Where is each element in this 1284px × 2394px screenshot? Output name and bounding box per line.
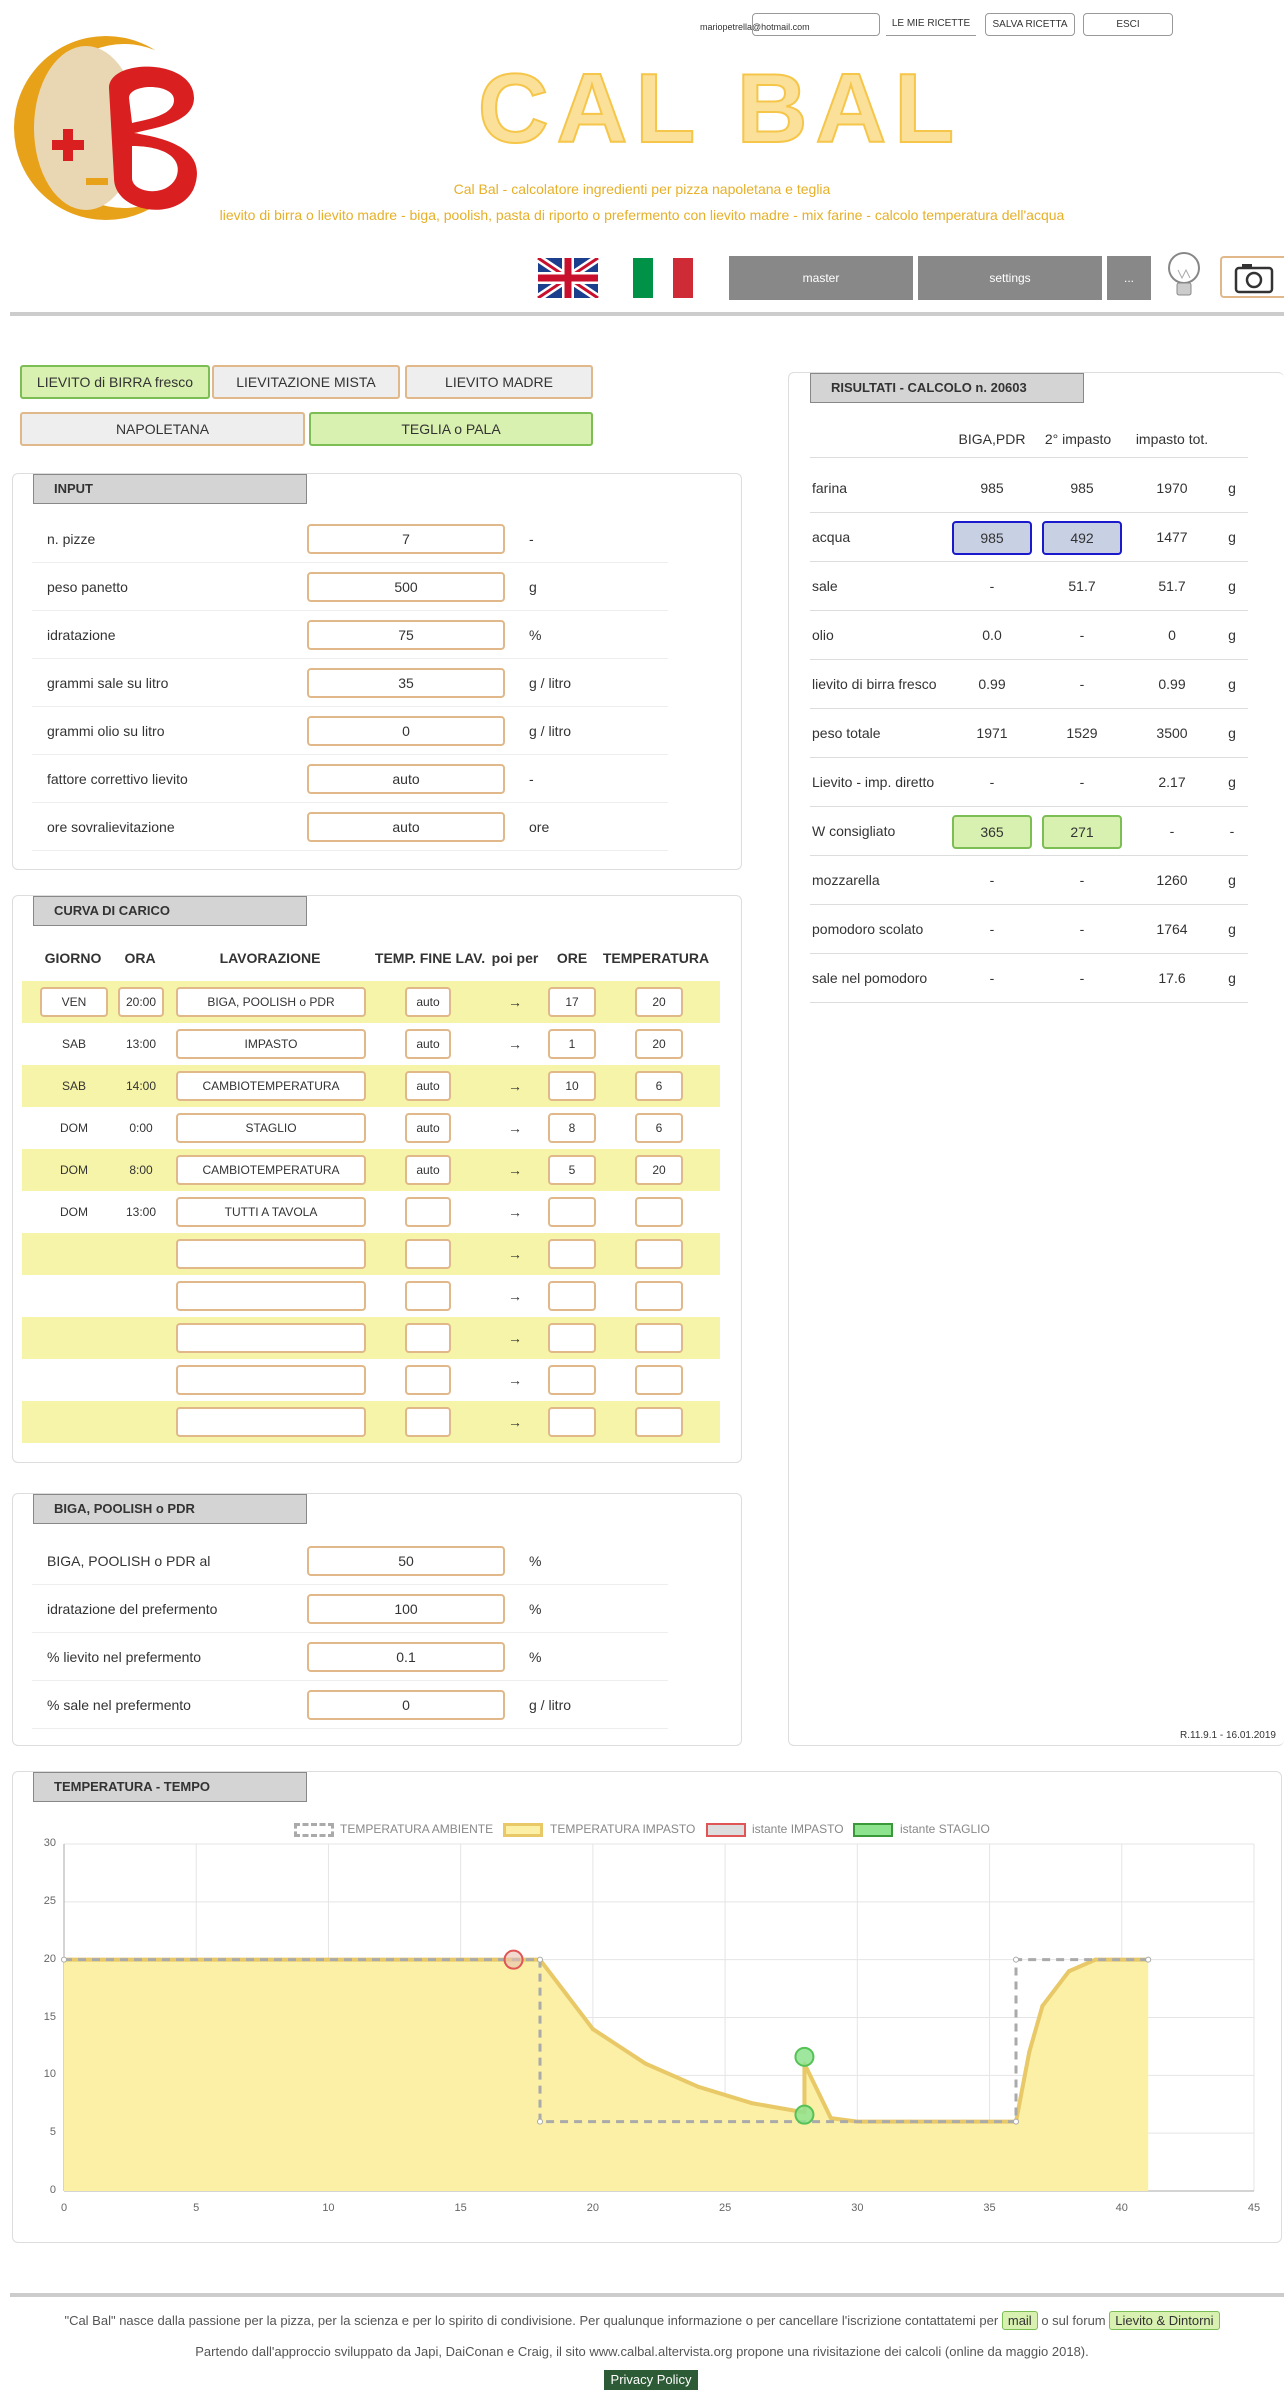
ambiente-point (1146, 1957, 1151, 1962)
arrow-text: → (508, 1162, 522, 1178)
ore-field[interactable]: 1 (548, 1029, 596, 1059)
temperatura-field[interactable]: 20 (635, 1155, 683, 1185)
y-tick-label: 0 (49, 2184, 56, 2196)
save-recipe-button[interactable]: SALVA RICETTA (985, 13, 1075, 36)
result-row (810, 758, 1248, 807)
english-flag-icon[interactable] (537, 258, 599, 298)
result-total: 17.6 (1158, 970, 1186, 986)
legend-ambiente-swatch (294, 1823, 334, 1837)
ambiente-point (62, 1957, 67, 1962)
biga-unit: % (529, 1553, 542, 1569)
app-title: CAL BAL (477, 53, 963, 163)
input-label: peso panetto (47, 579, 128, 595)
impasto-point (1093, 1958, 1097, 1962)
calbal-logo (14, 28, 214, 228)
result-total: 0.99 (1158, 676, 1186, 692)
footer-line2: Partendo dall'approccio sviluppato da Japi, DaiConan e Craig, il sito www.calbal.altervista.org propone una rivisitazione dei calcoli (online da maggio 2018). (195, 2344, 1089, 2359)
result-label: peso totale (812, 725, 881, 741)
result-row (810, 709, 1248, 758)
impasto-point (1027, 2050, 1031, 2054)
lavorazione-field[interactable] (176, 1407, 366, 1437)
my-recipes-button[interactable]: LE MIE RICETTE (886, 13, 976, 36)
input-panel-title: INPUT (33, 474, 307, 504)
result-a: - (989, 872, 995, 888)
istante-impasto-point (505, 1951, 523, 1969)
ambiente-point (538, 2119, 543, 2124)
temp-fine-field[interactable]: auto (405, 987, 451, 1017)
subtitle-secondary: lievito di birra o lievito madre - biga, poolish, pasta di riporto o prefermento con lievito madre - mix farine - calcolo temperatura dell'acqua (219, 207, 1065, 223)
ore-field[interactable]: 8 (548, 1113, 596, 1143)
result-row (810, 856, 1248, 905)
biga-field[interactable]: 50 (307, 1546, 505, 1576)
y-tick-label: 20 (43, 1952, 56, 1965)
temp-fine-field[interactable] (405, 1365, 451, 1395)
footer-line1 (0, 2311, 1284, 2330)
result-b: - (1079, 921, 1085, 937)
footer-separator (10, 2293, 1284, 2297)
ora-text: 0:00 (129, 1121, 153, 1135)
lavorazione-field[interactable]: STAGLIO (176, 1113, 366, 1143)
ore-field[interactable]: 10 (548, 1071, 596, 1101)
result-unit: g (1228, 529, 1236, 545)
legend-istante-staglio-swatch (853, 1823, 893, 1837)
result-label: acqua (812, 529, 851, 545)
tab-lievitazione-mista[interactable]: LIEVITAZIONE MISTA (212, 365, 400, 399)
result-label: lievito di birra fresco (812, 676, 937, 692)
result-a: - (989, 970, 995, 986)
result-label: farina (812, 480, 848, 496)
result-row (810, 513, 1248, 562)
giorno-text: DOM (60, 1121, 88, 1135)
input-label: grammi sale su litro (47, 675, 169, 691)
temp-fine-field[interactable]: auto (405, 1029, 451, 1059)
legend-impasto-label: TEMPERATURA IMPASTO (550, 1822, 696, 1836)
result-label: Lievito - imp. diretto (812, 774, 935, 790)
header-impasto-tot: impasto tot. (1135, 431, 1209, 447)
x-tick-label: 5 (193, 2202, 200, 2214)
nav-master-button[interactable]: master (729, 256, 913, 300)
x-tick-label: 40 (1115, 2202, 1128, 2214)
x-tick-label: 25 (718, 2202, 732, 2214)
result-a: 0.99 (978, 676, 1006, 692)
result-a: - (989, 578, 995, 594)
input-row (32, 707, 668, 755)
curva-row (22, 1275, 720, 1317)
result-row (810, 562, 1248, 611)
header-poi-per: poi per (491, 950, 539, 966)
curva-row (22, 1191, 720, 1233)
temperatura-field[interactable]: 20 (635, 1029, 683, 1059)
input-row (32, 515, 668, 563)
giorno-field[interactable]: VEN (40, 987, 108, 1017)
mail-link[interactable]: mail (1002, 2311, 1038, 2330)
result-total: 0 (1168, 627, 1176, 643)
result-unit: g (1228, 774, 1236, 790)
ora-field[interactable]: 20:00 (118, 987, 164, 1017)
impasto-point (961, 2120, 965, 2124)
header-biga-pdr: BIGA,PDR (958, 431, 1026, 447)
arrow-text: → (508, 1204, 522, 1220)
biga-label: % lievito nel prefermento (47, 1649, 202, 1665)
temp-fine-field[interactable] (405, 1197, 451, 1227)
temp-fine-field[interactable] (405, 1281, 451, 1311)
input-label: ore sovralievitazione (47, 819, 175, 835)
biga-panel-title: BIGA, POOLISH o PDR (33, 1494, 307, 1524)
result-b: - (1079, 970, 1085, 986)
giorno-text: SAB (61, 1079, 86, 1093)
temp-fine-field[interactable] (405, 1407, 451, 1437)
input-unit: g / litro (529, 675, 572, 691)
legend-istante-impasto-swatch (706, 1823, 746, 1837)
legend-istante-staglio-label: istante STAGLIO (900, 1822, 990, 1836)
input-row (32, 659, 668, 707)
ora-text: 8:00 (129, 1163, 153, 1177)
arrow-text: → (508, 1120, 522, 1136)
temp-fine-field[interactable]: auto (405, 1071, 451, 1101)
temperatura-field[interactable]: 6 (635, 1113, 683, 1143)
result-unit: - (1229, 823, 1235, 839)
impasto-point (1067, 1969, 1071, 1973)
biga-field[interactable]: 0 (307, 1690, 505, 1720)
nav-more-button[interactable]: ... (1107, 256, 1151, 300)
input-unit: % (529, 627, 542, 643)
result-b: - (1079, 774, 1085, 790)
ore-field[interactable] (548, 1323, 596, 1353)
footer-text-b: o sul forum (1041, 2313, 1106, 2328)
result-b: - (1079, 872, 1085, 888)
risultati-panel-title: RISULTATI - CALCOLO n. 20603 (810, 373, 1084, 403)
input-field[interactable]: 35 (307, 668, 505, 698)
curva-row (22, 1233, 720, 1275)
ore-field[interactable] (548, 1197, 596, 1227)
temp-fine-field[interactable]: auto (405, 1155, 451, 1185)
result-total: 51.7 (1158, 578, 1186, 594)
result-unit: g (1228, 676, 1236, 692)
header-secondo-impasto: 2° impasto (1044, 431, 1112, 447)
result-a: 1971 (976, 725, 1008, 741)
lavorazione-field[interactable] (176, 1323, 366, 1353)
curva-row (22, 981, 720, 1023)
result-b: - (1079, 627, 1085, 643)
lavorazione-field[interactable] (176, 1365, 366, 1395)
temperatura-field[interactable]: 6 (635, 1071, 683, 1101)
input-field[interactable]: 500 (307, 572, 505, 602)
lavorazione-field[interactable]: TUTTI A TAVOLA (176, 1197, 366, 1227)
result-b: 985 (1070, 480, 1094, 496)
ora-text: 13:00 (125, 1037, 157, 1051)
x-tick-label: 10 (322, 2202, 335, 2214)
input-field[interactable]: 7 (307, 524, 505, 554)
ora-text: 14:00 (125, 1079, 157, 1093)
result-row (810, 954, 1248, 1003)
result-label: olio (812, 627, 834, 643)
tab-napoletana[interactable]: NAPOLETANA (20, 412, 305, 446)
temp-fine-field[interactable]: auto (405, 1113, 451, 1143)
result-a: 0.0 (982, 627, 1002, 643)
forum-link[interactable]: Lievito & Dintorni (1109, 2311, 1219, 2330)
result-total: 3500 (1156, 725, 1188, 741)
temperatura-field[interactable] (635, 1197, 683, 1227)
temp-fine-field[interactable] (405, 1239, 451, 1269)
input-label: fattore correttivo lievito (47, 771, 188, 787)
temperatura-field[interactable] (635, 1407, 683, 1437)
curva-row (22, 1317, 720, 1359)
lavorazione-field[interactable]: IMPASTO (176, 1029, 366, 1059)
giorno-text: SAB (61, 1037, 86, 1051)
x-tick-label: 45 (1247, 2202, 1261, 2214)
input-field[interactable]: 75 (307, 620, 505, 650)
ore-field[interactable] (548, 1239, 596, 1269)
legend-istante-impasto-label: istante IMPASTO (752, 1822, 844, 1836)
result-row (810, 611, 1248, 660)
result-b-box: 271 (1042, 815, 1122, 849)
result-a-box: 985 (952, 521, 1032, 555)
input-unit: g / litro (529, 723, 572, 739)
result-b: 1529 (1066, 725, 1098, 741)
input-field[interactable]: auto (307, 812, 505, 842)
temperatura-field[interactable] (635, 1239, 683, 1269)
result-unit: g (1228, 970, 1236, 986)
logout-button[interactable]: ESCI (1083, 13, 1173, 36)
curva-row (22, 1359, 720, 1401)
giorno-text: DOM (60, 1163, 88, 1177)
result-row (810, 660, 1248, 709)
input-label: n. pizze (47, 531, 96, 547)
legend-impasto-swatch (503, 1823, 543, 1837)
header-lavorazione: LAVORAZIONE (219, 950, 321, 966)
subtitle-primary: Cal Bal - calcolatore ingredienti per pizza napoletana e teglia (453, 181, 831, 197)
ambiente-point (538, 1957, 543, 1962)
impasto-point (591, 2027, 595, 2031)
curva-row (22, 1401, 720, 1443)
input-unit: - (529, 771, 534, 787)
header-temperatura: TEMPERATURA (602, 950, 710, 966)
result-unit: g (1228, 578, 1236, 594)
header-temp-fine: TEMP. FINE LAV. (374, 950, 486, 966)
result-total: 1970 (1156, 480, 1188, 496)
result-total: 1477 (1156, 529, 1188, 545)
x-tick-label: 30 (851, 2202, 864, 2214)
x-tick-label: 0 (60, 2202, 68, 2214)
result-total: - (1169, 823, 1175, 839)
biga-label: idratazione del prefermento (47, 1601, 218, 1617)
arrow-text: → (508, 1330, 522, 1346)
lavorazione-field[interactable] (176, 1239, 366, 1269)
italian-flag-icon[interactable] (633, 258, 693, 298)
lavorazione-field[interactable]: CAMBIOTEMPERATURA (176, 1155, 366, 1185)
result-total: 2.17 (1158, 774, 1186, 790)
result-label: sale (812, 578, 838, 594)
ore-field[interactable] (548, 1365, 596, 1395)
ambiente-point (1014, 1957, 1019, 1962)
temperatura-field[interactable] (635, 1323, 683, 1353)
y-tick-label: 15 (43, 2010, 56, 2023)
x-tick-label: 20 (586, 2202, 599, 2214)
input-field[interactable]: 0 (307, 716, 505, 746)
arrow-text: → (508, 1246, 522, 1262)
biga-row (32, 1537, 668, 1585)
biga-row (32, 1585, 668, 1633)
arrow-text: → (508, 994, 522, 1010)
input-row (32, 563, 668, 611)
result-label: W consigliato (812, 823, 896, 839)
arrow-text: → (508, 1372, 522, 1388)
legend-ambiente-label: TEMPERATURA AMBIENTE (340, 1822, 494, 1836)
input-label: grammi olio su litro (47, 723, 165, 739)
results-header-rule (810, 457, 1248, 458)
tab-lievito-madre[interactable]: LIEVITO MADRE (405, 365, 593, 399)
arrow-text: → (508, 1414, 522, 1430)
input-row (32, 803, 668, 851)
result-unit: g (1228, 921, 1236, 937)
y-tick-label: 10 (43, 2068, 56, 2081)
header-giorno: GIORNO (44, 950, 102, 966)
curva-row (22, 1149, 720, 1191)
result-unit: g (1228, 627, 1236, 643)
input-field[interactable]: auto (307, 764, 505, 794)
biga-label: BIGA, POOLISH o PDR al (47, 1553, 211, 1569)
result-row (810, 905, 1248, 954)
input-row (32, 611, 668, 659)
result-unit: g (1228, 725, 1236, 741)
ambiente-point (1014, 2119, 1019, 2124)
y-tick-label: 30 (43, 1837, 56, 1849)
header-ora: ORA (124, 950, 156, 966)
istante-staglio-point (795, 2106, 813, 2124)
privacy-policy-link[interactable]: Privacy Policy (604, 2370, 698, 2390)
lightbulb-icon[interactable] (1162, 250, 1206, 302)
biga-row (32, 1633, 668, 1681)
giorno-text: DOM (60, 1205, 88, 1219)
biga-row (32, 1681, 668, 1729)
result-unit: g (1228, 872, 1236, 888)
impasto-point (1040, 2004, 1044, 2008)
impasto-point (564, 1992, 568, 1996)
ora-text: 13:00 (125, 1205, 157, 1219)
arrow-text: → (508, 1288, 522, 1304)
input-label: idratazione (47, 627, 116, 643)
input-unit: g (529, 579, 537, 595)
lavorazione-field[interactable]: CAMBIOTEMPERATURA (176, 1071, 366, 1101)
biga-field[interactable]: 0.1 (307, 1642, 505, 1672)
result-b-box: 492 (1042, 521, 1122, 555)
ore-field[interactable]: 17 (548, 987, 596, 1017)
footer-text-a: "Cal Bal" nasce dalla passione per la pizza, per la scienza e per lo spirito di condivisione. Per qualunque informazione o per cancellare l'iscrizione contattatemi per (64, 2313, 999, 2328)
top-input-frame[interactable] (752, 13, 880, 36)
ore-field[interactable] (548, 1281, 596, 1311)
temperatura-field[interactable]: 20 (635, 987, 683, 1017)
input-unit: ore (529, 819, 550, 835)
curva-row (22, 1023, 720, 1065)
chart-panel-title: TEMPERATURA - TEMPO (33, 1772, 307, 1802)
result-label: pomodoro scolato (812, 921, 924, 937)
header-separator (10, 312, 1284, 316)
biga-unit: % (529, 1649, 542, 1665)
impasto-point (750, 2101, 754, 2105)
result-a: - (989, 774, 995, 790)
input-row (32, 755, 668, 803)
y-tick-label: 25 (43, 1894, 56, 1907)
ore-field[interactable] (548, 1407, 596, 1437)
tab-lievito-birra[interactable]: LIEVITO di BIRRA fresco (20, 365, 210, 399)
nav-settings-button[interactable]: settings (918, 256, 1102, 300)
impasto-point (697, 2085, 701, 2089)
biga-label: % sale nel prefermento (47, 1697, 191, 1713)
biga-field[interactable]: 100 (307, 1594, 505, 1624)
lavorazione-field[interactable]: BIGA, POOLISH o PDR (176, 987, 366, 1017)
result-total: 1260 (1156, 872, 1188, 888)
temp-fine-field[interactable] (405, 1323, 451, 1353)
header-ore: ORE (556, 950, 588, 966)
camera-icon[interactable] (1220, 256, 1284, 298)
arrow-text: → (508, 1078, 522, 1094)
arrow-text: → (508, 1036, 522, 1052)
istante-staglio-point (795, 2048, 813, 2066)
x-tick-label: 35 (983, 2202, 996, 2214)
curva-panel-title: CURVA DI CARICO (33, 896, 307, 926)
impasto-point (829, 2116, 833, 2120)
lavorazione-field[interactable] (176, 1281, 366, 1311)
result-a: 985 (980, 480, 1004, 496)
curva-row (22, 1065, 720, 1107)
temperature-chart (60, 1840, 1260, 2200)
input-unit: - (529, 531, 534, 547)
ore-field[interactable]: 5 (548, 1155, 596, 1185)
temperatura-field[interactable] (635, 1365, 683, 1395)
user-email: mariopetrella@hotmail.com (700, 22, 810, 32)
result-row (810, 464, 1248, 513)
result-a-box: 365 (952, 815, 1032, 849)
result-row (810, 807, 1248, 856)
result-unit: g (1228, 480, 1236, 496)
biga-unit: g / litro (529, 1697, 572, 1713)
result-label: sale nel pomodoro (812, 970, 928, 986)
x-tick-label: 15 (454, 2202, 467, 2214)
result-b: 51.7 (1068, 578, 1096, 594)
result-b: - (1079, 676, 1085, 692)
y-tick-label: 5 (49, 2126, 56, 2139)
version-label: R.11.9.1 - 16.01.2019 (1180, 1730, 1276, 1741)
curva-row (22, 1107, 720, 1149)
result-label: mozzarella (812, 872, 880, 888)
biga-unit: % (529, 1601, 542, 1617)
impasto-point (644, 2062, 648, 2066)
result-a: - (989, 921, 995, 937)
temperatura-field[interactable] (635, 1281, 683, 1311)
result-total: 1764 (1156, 921, 1188, 937)
tab-teglia-pala[interactable]: TEGLIA o PALA (309, 412, 593, 446)
